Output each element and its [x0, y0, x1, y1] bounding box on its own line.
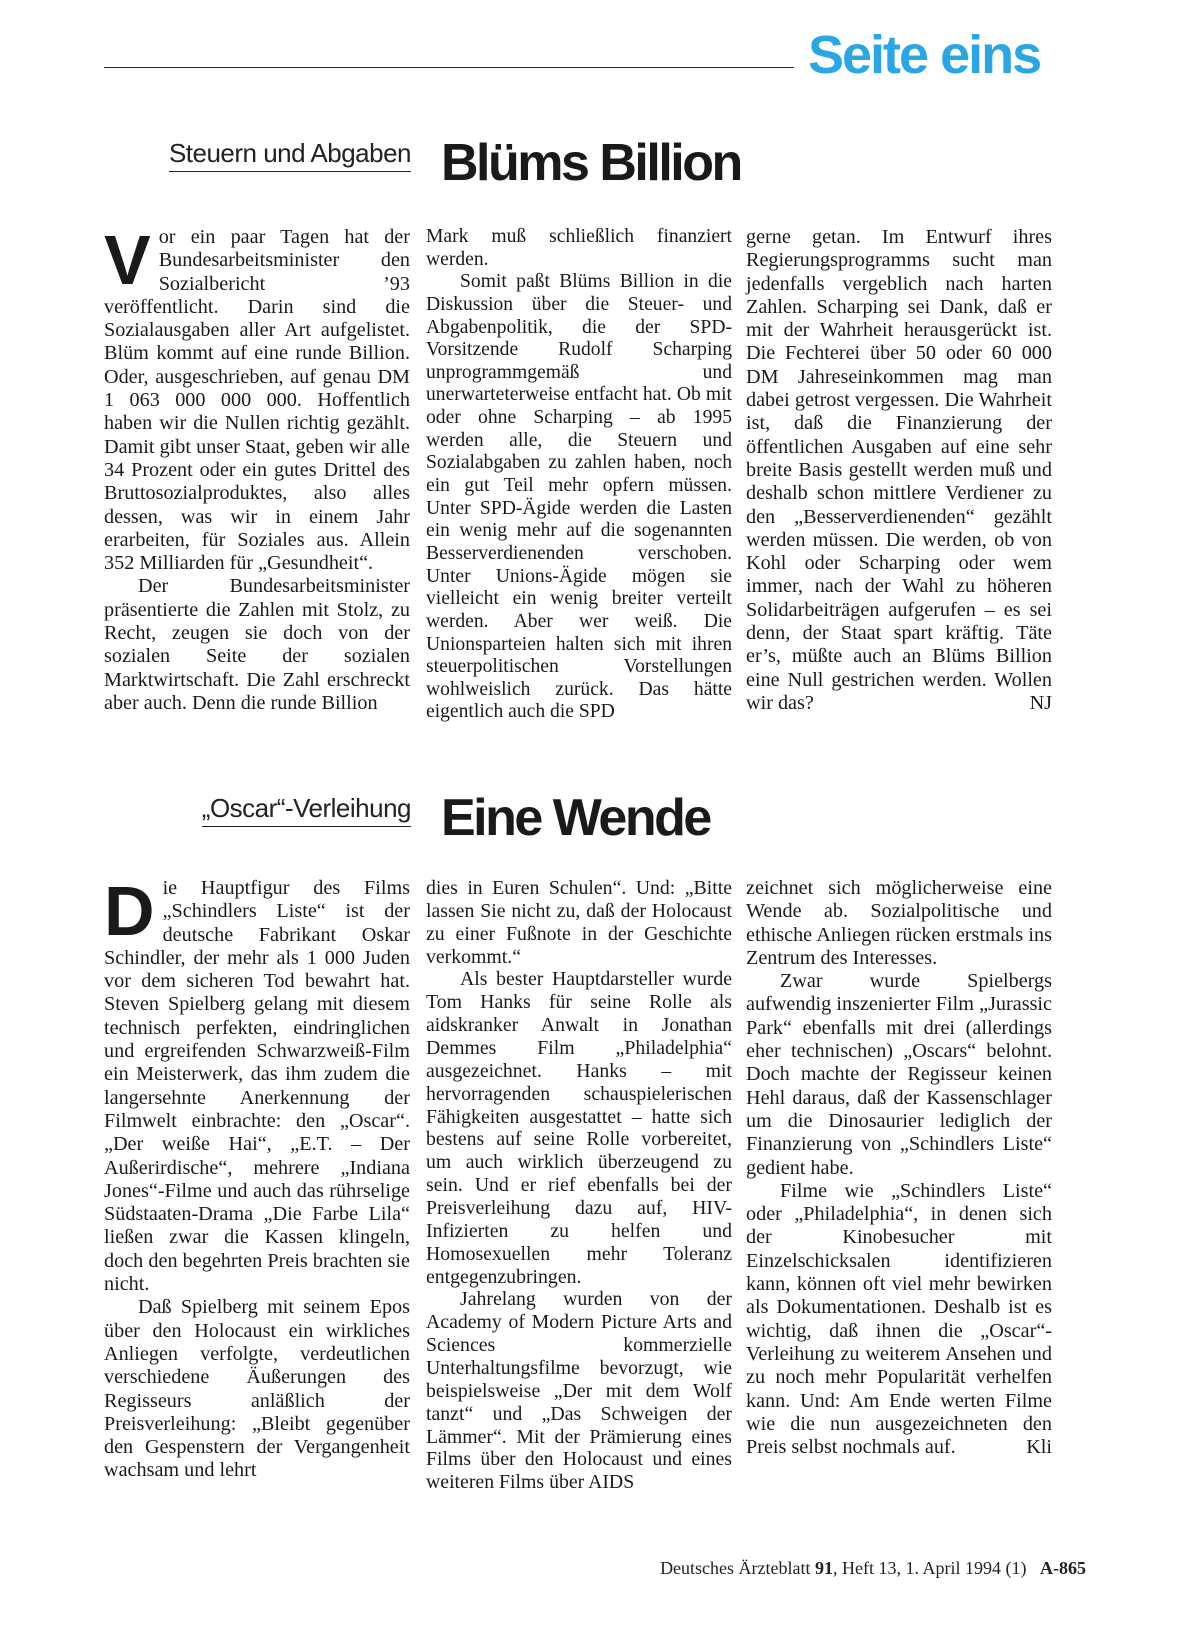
paragraph [426, 877, 732, 968]
article-1-column-1 [104, 221, 410, 715]
paragraph-text: Jahrelang wurden von der Academy of Modern Picture Arts and Sciences kommerzielle Unterhaltungsfilme bevorzugt, wie beispielsweise „Der mit dem Wolf tanzt“ und „Das Schweigen der Lämmer“. Mit der Prämierung eines Films über den Holocaust und eines weiteren Films über AIDS [426, 1288, 732, 1494]
paragraph [426, 1288, 732, 1494]
footer-page-number: A-865 [1040, 1558, 1086, 1578]
author-signature: Kli [1026, 1436, 1052, 1459]
footer-issue-date: , Heft 13, 1. April 1994 (1) [833, 1558, 1027, 1578]
header-rule [104, 67, 794, 68]
article-2-kicker: „Oscar“-Verleihung [202, 793, 411, 827]
article-2-column-2 [426, 877, 732, 1494]
paragraph-text: Der Bundesarbeitsminister präsentierte die Zahlen mit Stolz, zu Recht, zeugen sie doch von der sozialen Seite der sozialen Marktwirtschaft. Die Zahl erschreckt aber auch. Denn die runde Billion [104, 575, 410, 714]
article-2-column-3 [746, 877, 1052, 1459]
paragraph-text: Daß Spielberg mit seinem Epos über den Holocaust ein wirkliches Anliegen verfolgte, verdeutlichen verschiedene Äußerungen des Regisseurs anläßlich der Preisverleihung: „Bleibt gegenüber den Gespenstern der Vergangenheit wachsam und lehrt [104, 1296, 410, 1482]
paragraph-text: gerne getan. Im Entwurf ihres Regierungsprogramms sucht man jedenfalls vergeblich nach harten Zahlen. Scharping sei Dank, daß er mit der Wahrheit herausgerückt ist. Die Fechterei über 50 oder 60 000 DM Jahreseinkommen mag man dabei getrost vergessen. Die Wahrheit ist, daß die Finanzierung der öffentlichen Ausgaben auf eine sehr breite Basis gestellt werden muß und deshalb schon mittlere Verdiener zu den „Besserverdienenden“ gezählt werden müssen. Die werden, ob von Kohl oder Scharping oder wem immer, nach der Wahl zu höheren Solidarbeiträgen aufgerufen – es sei denn, der Staat spart kräftig. Täte er’s, müßte auch an Blüms Billion eine Null gestrichen werden. Wollen wir das? [746, 226, 1052, 714]
paragraph [104, 1296, 410, 1482]
paragraph [104, 872, 410, 1296]
article-1-column-3 [746, 226, 1052, 715]
drop-cap: V [104, 221, 151, 299]
section-title: Seite eins [808, 25, 1041, 85]
article-2-column-1 [104, 872, 410, 1483]
paragraph-text: Zwar wurde Spielbergs aufwendig inszenierter Film „Jurassic Park“ ebenfalls mit drei (allerdings eher technischen) „Oscars“ belohnt. Doch machte der Regisseur keinen Hehl daraus, daß der Kassenschlager um die Dinosaurier lediglich der Finanzierung von „Schindlers Liste“ gedient habe. [746, 970, 1052, 1179]
paragraph-text: Mark muß schließlich finanziert werden. [426, 226, 732, 270]
author-signature: NJ [1029, 691, 1052, 714]
paragraph-text: Als bester Hauptdarsteller wurde Tom Hanks für seine Rolle als aidskranker Anwalt in Jonathan Demmes Film „Philadelphia“ ausgezeichnet. Hanks – mit hervorragenden schauspielerischen Fähigkeiten ausgestattet – hatte sich bestens auf seine Rolle vorbereitet, um auch wirklich überzeugend zu sein. Und er rief ebenfalls bei der Preisverleihung dazu auf, HIV-Infizierten zu helfen und Homosexuellen mehr Toleranz entgegenzubringen. [426, 968, 732, 1288]
paragraph [426, 968, 732, 1288]
paragraph [426, 271, 732, 724]
article-1-kicker: Steuern und Abgaben [169, 138, 411, 172]
paragraph-text: zeichnet sich möglicherweise eine Wende ab. Sozialpolitische und ethische Anliegen rücken erstmals ins Zentrum des Interesses. [746, 877, 1052, 969]
paragraph [746, 1180, 1052, 1460]
paragraph [746, 970, 1052, 1180]
paragraph [104, 221, 410, 575]
paragraph-text: Somit paßt Blüms Billion in die Diskussion über die Steuer- und Abgabenpolitik, die der SPD-Vorsitzende Rudolf Scharping unprogrammgemäß und unerwarteterweise entfacht hat. Ob mit oder ohne Scharping – ab 1995 werden alle, die Steuern und Sozialabgaben zu zahlen haben, noch ein gut Teil mehr opfern müssen. Unter SPD-Ägide werden die Lasten ein wenig mehr auf die sogenannten Besserverdienenden verschoben. Unter Unions-Ägide mögen sie vielleicht ein wenig breiter verteilt werden. Aber wer weiß. Die Unionsparteien halten sich mit ihren steuerpolitischen Vorstellungen wohlweislich zurück. Das hätte eigentlich auch die SPD [426, 271, 732, 723]
paragraph-text: Filme wie „Schindlers Liste“ oder „Philadelphia“, in denen sich der Kinobesucher mit Einzelschicksalen identifizieren kann, können oft viel mehr bewirken als Dokumentationen. Deshalb ist es wichtig, daß ihnen die „Oscar“-Verleihung zu weiterem Ansehen und zu noch mehr Popularität verhelfen kann. Und: Am Ende werten Filme wie die nun ausgezeichneten den Preis selbst nochmals auf. [746, 1179, 1052, 1459]
paragraph [104, 575, 410, 715]
paragraph-text: ie Hauptfigur des Films „Schindlers Liste“ ist der deutsche Fabrikant Oskar Schindler, der mehr als 1 000 Juden vor dem sicheren Tod bewahrt hat. Steven Spielberg gelang mit diesem technisch perfekten, eindringlichen und ergreifenden Schwarzweiß-Film ein Meisterwerk, das ihm zudem die langersehnte Anerkennung der Filmwelt einbrachte: den „Oscar“. „Der weiße Hai“, „E.T. – Der Außerirdische“, mehrere „Indiana Jones“-Filme und auch das rührselige Südstaaten-Drama „Die Farbe Lila“ ließen zwar die Kassen klingeln, doch den begehrten Preis brachten sie nicht. [104, 877, 410, 1296]
paragraph [746, 226, 1052, 715]
paragraph [426, 226, 732, 271]
drop-cap: D [104, 872, 155, 950]
paragraph [746, 877, 1052, 970]
footer-volume: 91 [815, 1558, 834, 1578]
article-2-headline: Eine Wende [441, 789, 710, 847]
paragraph-text: dies in Euren Schulen“. Und: „Bitte lassen Sie nicht zu, daß der Holocaust zu einer Fußnote in der Geschichte verkommt.“ [426, 877, 732, 968]
footer-journal: Deutsches Ärzteblatt [660, 1558, 811, 1578]
page-footer [596, 1558, 1086, 1579]
article-1-headline: Blüms Billion [441, 134, 741, 192]
article-1-column-2 [426, 226, 732, 724]
paragraph-text: or ein paar Tagen hat der Bundesarbeitsminister den Sozialbericht ’93 veröffentlicht. Darin sind die Sozialausgaben aller Art aufgelistet. Blüm kommt auf eine runde Billion. Oder, ausgeschrieben, auf genau DM 1 063 000 000 000. Hoffentlich haben wir die Nullen richtig gezählt. Damit gibt unser Staat, geben wir alle 34 Prozent oder ein gutes Drittel des Bruttosozialproduktes, also alles dessen, was wir in einem Jahr erarbeiten, für Soziales aus. Allein 352 Milliarden für „Gesundheit“. [104, 226, 410, 575]
